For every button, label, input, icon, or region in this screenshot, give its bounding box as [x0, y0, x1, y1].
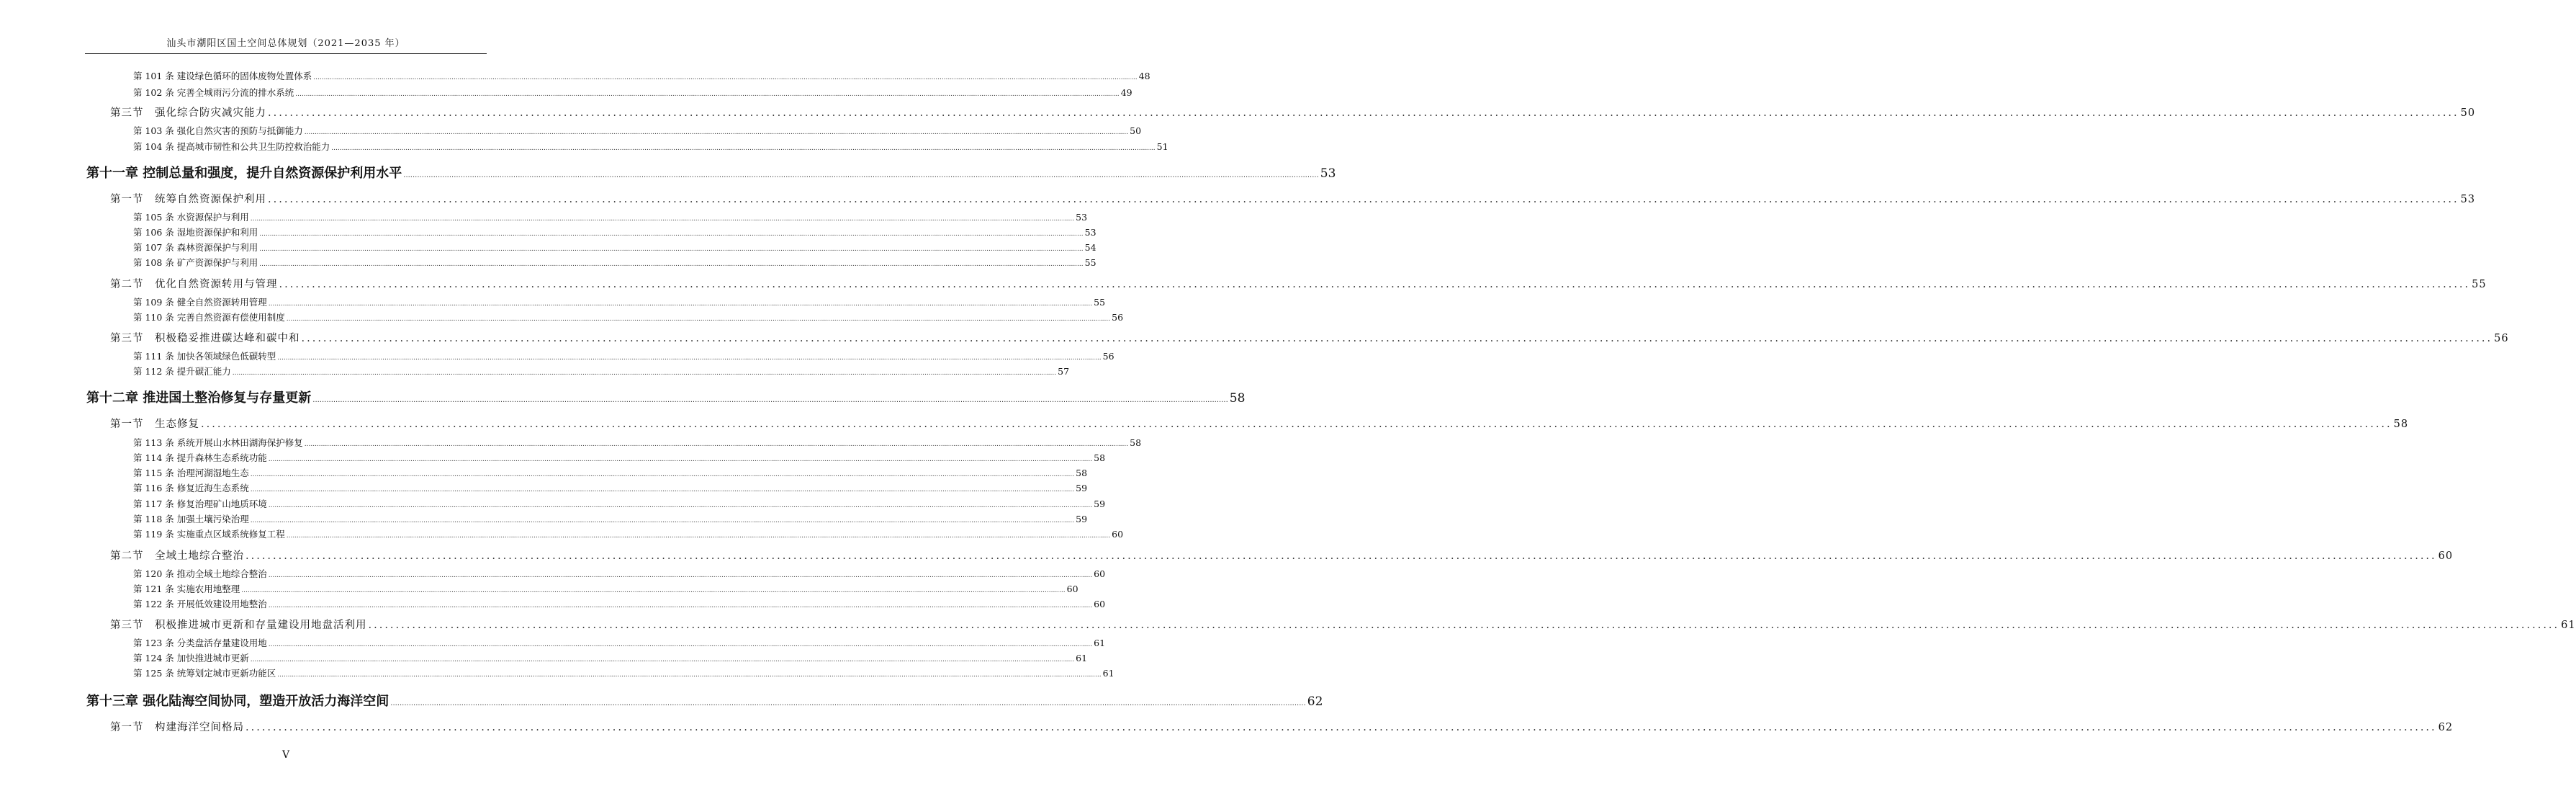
dot-leader: ................................................................................................................................................................................................................................................................................................................................................................................................................ — [368, 620, 2560, 631]
toc-section-entry[interactable] — [110, 191, 2476, 206]
dot-leader: ................................................................................................................................................................................................................................................................................................................................................................................................................ — [268, 602, 1093, 609]
toc-entry-label: 第十三章 强化陆海空间协同，塑造开放活力海洋空间 — [86, 694, 389, 709]
toc-entry-page: 55 — [1094, 297, 1106, 308]
dot-leader: ................................................................................................................................................................................................................................................................................................................................................................................................................ — [250, 471, 1075, 478]
toc-entry-label: 第 113 条 系统开展山水林田湖海保护修复 — [133, 437, 303, 448]
toc-entry-label: 第 121 条 实施农用地整理 — [133, 584, 240, 594]
toc-entry-page: 56 — [1112, 312, 1124, 323]
dot-leader: ................................................................................................................................................................................................................................................................................................................................................................................................................ — [286, 532, 1111, 540]
toc-entry-label: 第十二章 推进国土整治修复与存量更新 — [86, 390, 312, 406]
toc-chapter-entry[interactable] — [86, 163, 1336, 182]
toc-entry-label: 第 104 条 提高城市韧性和公共卫生防控救治能力 — [133, 141, 330, 152]
toc-entry-label: 第 125 条 统筹划定城市更新功能区 — [133, 668, 276, 679]
toc-entry-label: 第 115 条 治理河湖湿地生态 — [133, 468, 249, 478]
toc-entry-page: 59 — [1076, 483, 1088, 493]
toc-entry-page: 61 — [2561, 620, 2576, 631]
toc-entry-label: 第 106 条 湿地资源保护和利用 — [133, 227, 258, 238]
toc-entry-page: 55 — [2472, 279, 2487, 290]
toc-entry-label: 第 111 条 加快各领域绿色低碳转型 — [133, 351, 276, 362]
dot-leader: ................................................................................................................................................................................................................................................................................................................................................................................................................ — [241, 587, 1066, 594]
toc-entry-label: 第 124 条 加快推进城市更新 — [133, 653, 249, 663]
toc-entry-page: 58 — [1130, 437, 1142, 448]
toc-article-entry[interactable] — [133, 86, 1132, 99]
toc-article-entry[interactable] — [133, 124, 1142, 137]
toc-entry-label: 第 105 条 水资源保护与利用 — [133, 212, 249, 223]
page-number: V — [282, 749, 290, 761]
dot-leader: ................................................................................................................................................................................................................................................................................................................................................................................................................ — [295, 91, 1120, 98]
toc-entry-page: 51 — [1156, 141, 1168, 152]
toc-article-entry[interactable] — [133, 295, 1106, 308]
toc-entry-page: 48 — [1138, 71, 1150, 81]
toc-article-entry[interactable] — [133, 241, 1096, 254]
toc-entry-page: 60 — [1094, 568, 1106, 579]
toc-section-entry[interactable] — [110, 276, 2487, 291]
toc-entry-page: 56 — [1102, 351, 1114, 362]
dot-leader: ................................................................................................................................................................................................................................................................................................................................................................................................................ — [301, 333, 2493, 344]
dot-leader: ................................................................................................................................................................................................................................................................................................................................................................................................................ — [268, 502, 1093, 509]
dot-leader: ................................................................................................................................................................................................................................................................................................................................................................................................................ — [312, 396, 1228, 404]
toc-entry-label: 第一节 生态修复 — [110, 419, 199, 430]
toc-article-entry[interactable] — [133, 512, 1088, 525]
toc-chapter-entry[interactable] — [86, 691, 1323, 710]
toc-entry-label: 第 117 条 修复治理矿山地质环境 — [133, 499, 267, 509]
dot-leader: ................................................................................................................................................................................................................................................................................................................................................................................................................ — [268, 641, 1093, 648]
toc-entry-page: 49 — [1120, 87, 1132, 98]
toc-article-entry[interactable] — [133, 466, 1088, 479]
dot-leader: ................................................................................................................................................................................................................................................................................................................................................................................................................ — [250, 486, 1075, 493]
toc-article-entry[interactable] — [133, 481, 1088, 494]
toc-entry-label: 第 103 条 强化自然灾害的预防与抵御能力 — [133, 125, 303, 136]
dot-leader: ................................................................................................................................................................................................................................................................................................................................................................................................................ — [259, 261, 1084, 268]
toc-entry-page: 60 — [1112, 529, 1124, 540]
toc-article-entry[interactable] — [133, 225, 1096, 238]
toc-entry-page: 59 — [1094, 499, 1106, 509]
toc-article-entry[interactable] — [133, 597, 1106, 610]
toc-article-entry[interactable] — [133, 651, 1088, 664]
toc-entry-page: 61 — [1094, 638, 1106, 648]
toc-entry-page: 58 — [2393, 419, 2409, 430]
toc-entry-page: 62 — [2438, 722, 2454, 733]
toc-article-entry[interactable] — [133, 256, 1096, 269]
toc-entry-label: 第三节 积极推进城市更新和存量建设用地盘活利用 — [110, 620, 367, 631]
toc-entry-page: 57 — [1058, 366, 1070, 377]
toc-entry-page: 50 — [1130, 125, 1142, 136]
toc-entry-label: 第 116 条 修复近海生态系统 — [133, 483, 249, 493]
dot-leader: ................................................................................................................................................................................................................................................................................................................................................................................................................ — [313, 74, 1138, 81]
toc-entry-label: 第 123 条 分类盘活存量建设用地 — [133, 638, 267, 648]
toc-section-entry[interactable] — [110, 547, 2454, 563]
dot-leader: ................................................................................................................................................................................................................................................................................................................................................................................................................ — [268, 456, 1093, 463]
page-header: 汕头市潮阳区国土空间总体规划（2021—2035 年） — [85, 36, 487, 54]
dot-leader: ................................................................................................................................................................................................................................................................................................................................................................................................................ — [259, 231, 1084, 238]
toc-chapter-entry[interactable] — [86, 388, 1246, 406]
dot-leader: ................................................................................................................................................................................................................................................................................................................................................................................................................ — [268, 572, 1093, 579]
toc-entry-label: 第二节 全域土地综合整治 — [110, 550, 244, 562]
dot-leader: ................................................................................................................................................................................................................................................................................................................................................................................................................ — [268, 107, 2459, 119]
dot-leader: ................................................................................................................................................................................................................................................................................................................................................................................................................ — [403, 171, 1319, 179]
toc-entry-label: 第 108 条 矿产资源保护与利用 — [133, 257, 258, 268]
dot-leader: ................................................................................................................................................................................................................................................................................................................................................................................................................ — [277, 354, 1102, 362]
dot-leader: ................................................................................................................................................................................................................................................................................................................................................................................................................ — [232, 370, 1057, 377]
toc-article-entry[interactable] — [133, 365, 1070, 377]
toc-section-entry[interactable] — [110, 617, 2576, 632]
toc-entry-label: 第 101 条 建设绿色循环的固体废物处置体系 — [133, 71, 312, 81]
toc-entry-page: 53 — [1084, 227, 1096, 238]
dot-leader: ................................................................................................................................................................................................................................................................................................................................................................................................................ — [250, 215, 1075, 223]
toc-entry-page: 62 — [1307, 694, 1323, 709]
toc-entry-page: 60 — [2438, 550, 2454, 562]
toc-article-entry[interactable] — [133, 527, 1124, 540]
toc-entry-label: 第十一章 控制总量和强度，提升自然资源保护利用水平 — [86, 166, 402, 181]
toc-entry-page: 56 — [2494, 333, 2509, 344]
dot-leader: ................................................................................................................................................................................................................................................................................................................................................................................................................ — [286, 316, 1111, 323]
toc-article-entry[interactable] — [133, 436, 1142, 449]
toc-section-entry[interactable] — [110, 719, 2454, 734]
toc-entry-label: 第 102 条 完善全城雨污分流的排水系统 — [133, 87, 294, 98]
toc-entry-page: 60 — [1066, 584, 1078, 594]
toc-entry-label: 第 119 条 实施重点区域系统修复工程 — [133, 529, 285, 540]
toc-entry-label: 第 109 条 健全自然资源转用管理 — [133, 297, 267, 308]
toc-entry-page: 54 — [1084, 242, 1096, 253]
toc-section-entry[interactable] — [110, 416, 2409, 431]
toc-entry-page: 53 — [1076, 212, 1088, 223]
toc-entry-label: 第 107 条 森林资源保护与利用 — [133, 242, 258, 253]
toc-article-entry[interactable] — [133, 310, 1124, 323]
toc-entry-label: 第 110 条 完善自然资源有偿使用制度 — [133, 312, 285, 323]
toc-entry-page: 58 — [1094, 452, 1106, 463]
toc-entry-label: 第 112 条 提升碳汇能力 — [133, 366, 231, 377]
toc-entry-label: 第一节 统筹自然资源保护利用 — [110, 194, 266, 205]
toc-entry-label: 第一节 构建海洋空间格局 — [110, 722, 244, 733]
toc-article-entry[interactable] — [133, 210, 1088, 223]
toc-entry-label: 第二节 优化自然资源转用与管理 — [110, 279, 278, 290]
toc-entry-label: 第 122 条 开展低效建设用地整治 — [133, 599, 267, 609]
toc-article-entry[interactable] — [133, 666, 1114, 679]
toc-section-entry[interactable] — [110, 104, 2476, 120]
toc-entry-page: 61 — [1102, 668, 1114, 679]
dot-leader: ................................................................................................................................................................................................................................................................................................................................................................................................................ — [201, 419, 2392, 430]
dot-leader: ................................................................................................................................................................................................................................................................................................................................................................................................................ — [277, 671, 1102, 679]
dot-leader: ................................................................................................................................................................................................................................................................................................................................................................................................................ — [246, 550, 2437, 562]
dot-leader: ................................................................................................................................................................................................................................................................................................................................................................................................................ — [279, 279, 2471, 290]
toc-entry-page: 58 — [1076, 468, 1088, 478]
toc-entry-label: 第 114 条 提升森林生态系统功能 — [133, 452, 267, 463]
dot-leader: ................................................................................................................................................................................................................................................................................................................................................................................................................ — [268, 300, 1093, 308]
toc-entry-label: 第三节 强化综合防灾减灾能力 — [110, 107, 266, 119]
toc-article-entry[interactable] — [133, 451, 1106, 464]
toc-entry-page: 60 — [1094, 599, 1106, 609]
toc-article-entry[interactable] — [133, 349, 1114, 362]
toc-entry-page: 50 — [2460, 107, 2476, 119]
dot-leader: ................................................................................................................................................................................................................................................................................................................................................................................................................ — [390, 700, 1306, 707]
toc-article-entry[interactable] — [133, 140, 1168, 153]
dot-leader: ................................................................................................................................................................................................................................................................................................................................................................................................................ — [246, 722, 2437, 733]
dot-leader: ................................................................................................................................................................................................................................................................................................................................................................................................................ — [304, 441, 1129, 448]
toc-article-entry[interactable] — [133, 636, 1106, 649]
toc-entry-page: 53 — [1320, 166, 1336, 181]
dot-leader: ................................................................................................................................................................................................................................................................................................................................................................................................................ — [331, 145, 1156, 152]
dot-leader: ................................................................................................................................................................................................................................................................................................................................................................................................................ — [304, 129, 1129, 136]
toc-article-entry[interactable] — [133, 582, 1078, 595]
toc-entry-page: 53 — [2460, 194, 2476, 205]
toc-article-entry[interactable] — [133, 567, 1106, 580]
toc-article-entry[interactable] — [133, 69, 1150, 82]
toc-entry-page: 58 — [1229, 391, 1246, 406]
dot-leader: ................................................................................................................................................................................................................................................................................................................................................................................................................ — [259, 246, 1084, 253]
toc-entry-page: 55 — [1084, 257, 1096, 268]
toc-entry-label: 第 120 条 推动全域土地综合整治 — [133, 568, 267, 579]
toc-entry-page: 59 — [1076, 514, 1088, 524]
toc-section-entry[interactable] — [110, 330, 2509, 345]
toc-entry-label: 第 118 条 加强土壤污染治理 — [133, 514, 249, 524]
toc-entry-label: 第三节 积极稳妥推进碳达峰和碳中和 — [110, 333, 300, 344]
dot-leader: ................................................................................................................................................................................................................................................................................................................................................................................................................ — [268, 194, 2459, 205]
toc-article-entry[interactable] — [133, 497, 1106, 510]
toc-entry-page: 61 — [1076, 653, 1088, 663]
dot-leader: ................................................................................................................................................................................................................................................................................................................................................................................................................ — [250, 517, 1075, 524]
dot-leader: ................................................................................................................................................................................................................................................................................................................................................................................................................ — [250, 656, 1075, 663]
